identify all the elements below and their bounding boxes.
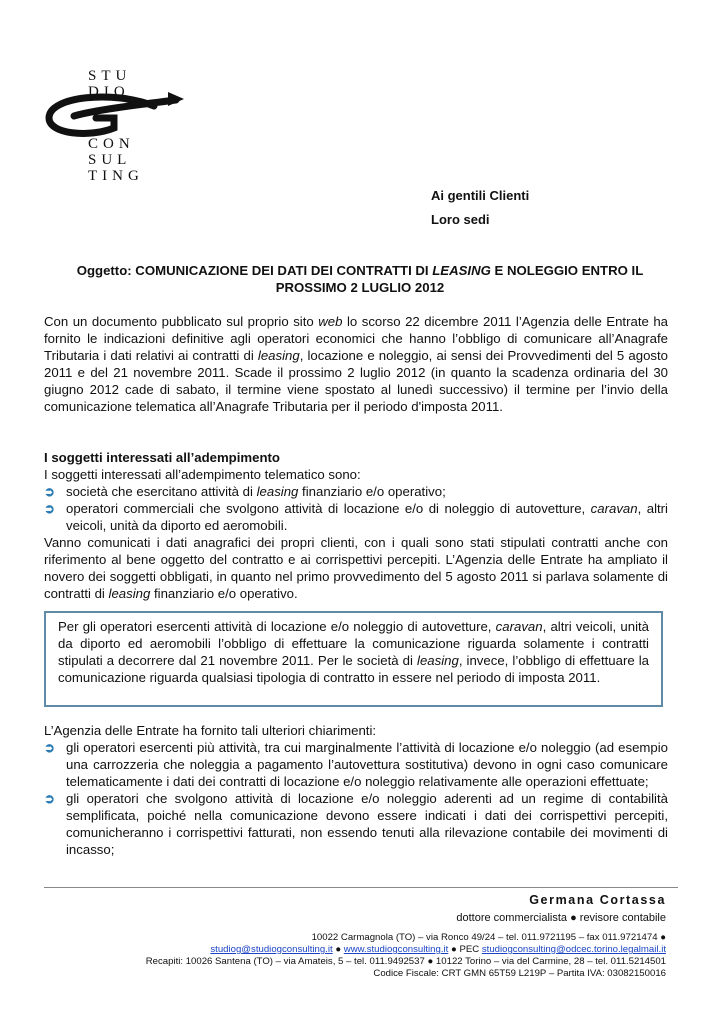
email-link[interactable]: studiog@studiogconsulting.it xyxy=(210,944,333,955)
logo-line-4: SUL xyxy=(88,152,132,168)
logo-arrow-head xyxy=(168,92,184,106)
subject-heading: Oggetto: COMUNICAZIONE DEI DATI DEI CONTRATTI DI LEASING E NOLEGGIO ENTRO IL PROSSIMO 2 LUGLIO 2012 xyxy=(76,263,644,295)
footer-divider xyxy=(44,887,678,888)
section-chiarimenti xyxy=(44,722,668,858)
logo-line-1: STU xyxy=(88,68,132,84)
arrow-right-circle-icon: ➲ xyxy=(44,740,56,755)
section-soggetti xyxy=(44,449,668,602)
logo-line-3: CON xyxy=(88,136,135,152)
intro-paragraph: Con un documento pubblicato sul proprio sito web lo scorso 22 dicembre 2011 l’Agenzia delle Entrate ha fornito le indicazioni definitive agli operatori economici che hanno l’obbligo di comunicare all’Anagrafe Tributaria i dati relativi ai contratti di leasing, locazione e noleggio, ai sensi dei Provvedimenti del 5 agosto 2011 e del 21 novembre 2011. Scade il prossimo 2 luglio 2012 (in quanto la scadenza ordinaria del 30 giugno 2012 cade di sabato, il termine viene spostato al lunedì successivo) il termine per l’invio della comunicazione telematica all’Anagrafe Tributaria per il periodo d'imposta 2011. xyxy=(44,314,668,414)
website-link[interactable]: www.studiogconsulting.it xyxy=(343,944,449,955)
footer-role: dottore commercialista ● revisore contabile xyxy=(456,912,666,924)
highlight-box: Per gli operatori esercenti attività di locazione e/o noleggio di autovetture, caravan, altri veicoli, unità da diporto ed aeromobili l’obbligo di effettuare la comunicazione riguarda solamente i contratti stipulati a decorrere dal 21 novembre 2011. Per le società di leasing, invece, l’obbligo di effettuare la comunicazione riguarda qualsiasi tipologia di contratto in essere nel periodo di imposta 2011. xyxy=(44,611,663,707)
section-lead: L’Agenzia delle Entrate ha fornito tali ulteriori chiarimenti: xyxy=(44,723,377,738)
recipient-line-2: Loro sedi xyxy=(431,212,490,227)
list-item: ➲ gli operatori esercenti più attività, tra cui marginalmente l’attività di locazione e/o noleggio (ad esempio una carrozzeria che noleggia a pagamento l’autovettura sostitutiva) devono in ogni caso comunicare telematicamente i dati dei contratti di locazione e/o noleggio relativamente alle operazioni effettuate; xyxy=(44,740,668,789)
arrow-right-circle-icon: ➲ xyxy=(44,791,56,806)
footer-name: Germana Cortassa xyxy=(529,893,666,907)
footer-recapiti: Recapiti: 10026 Santena (TO) – via Amateis, 5 – tel. 011.9492537 ● 10122 Torino – via del Carmine, 28 – tel. 011.5214501 xyxy=(145,956,666,967)
logo-g-swirl xyxy=(49,97,176,133)
studio-g-consulting-logo xyxy=(44,68,194,188)
list-item: ➲ gli operatori che svolgono attività di locazione e/o noleggio aderenti ad un regime di contabilità semplificata, poiché nella comunicazione devono essere indicati i dati dei corrispettivi percepiti, comunicheranno i corrispettivi fatturati, non essendo tenuti alla rilevazione contabile dei movimenti di incasso; xyxy=(44,791,668,857)
footer-codice-fiscale: Codice Fiscale: CRT GMN 65T59 L219P – Partita IVA: 03082150016 xyxy=(373,968,666,979)
section-paragraph: Vanno comunicati i dati anagrafici dei propri clienti, con i quali sono stati stipulati contratti anche con riferimento al bene oggetto del contratto e ai corrispettivi percepiti. L’Agenzia delle Entrate ha ampliato il novero dei soggetti obbligati, in quanto nel primo provvedimento del 5 agosto 2011 si parlava solamente di contratti di leasing finanziario e/o operativo. xyxy=(44,535,668,601)
section-lead: I soggetti interessati all’adempimento telematico sono: xyxy=(44,467,361,482)
logo-line-2: DIO xyxy=(88,84,130,100)
list-item: ➲ società che esercitano attività di leasing finanziario e/o operativo; xyxy=(44,484,446,499)
section-heading: I soggetti interessati all’adempimento xyxy=(44,450,280,465)
footer-address: 10022 Carmagnola (TO) – via Ronco 49/24 – tel. 011.9721195 – fax 011.9721474 ● xyxy=(311,932,666,943)
footer-contacts: studiog@studiogconsulting.it ● www.studiogconsulting.it ● PEC studiogconsulting@odcec.torino.legalmail.it xyxy=(210,944,666,955)
pec-email-link[interactable]: studiogconsulting@odcec.torino.legalmail.it xyxy=(481,944,666,955)
list-item: ➲ operatori commerciali che svolgono attività di locazione e/o di noleggio di autovetture, caravan, altri veicoli, unità da diporto ed aeromobili. xyxy=(44,501,668,533)
recipient-line-1: Ai gentili Clienti xyxy=(431,188,530,203)
arrow-right-circle-icon: ➲ xyxy=(44,501,56,516)
logo-line-5: TING xyxy=(88,168,144,184)
arrow-right-circle-icon: ➲ xyxy=(44,484,56,499)
